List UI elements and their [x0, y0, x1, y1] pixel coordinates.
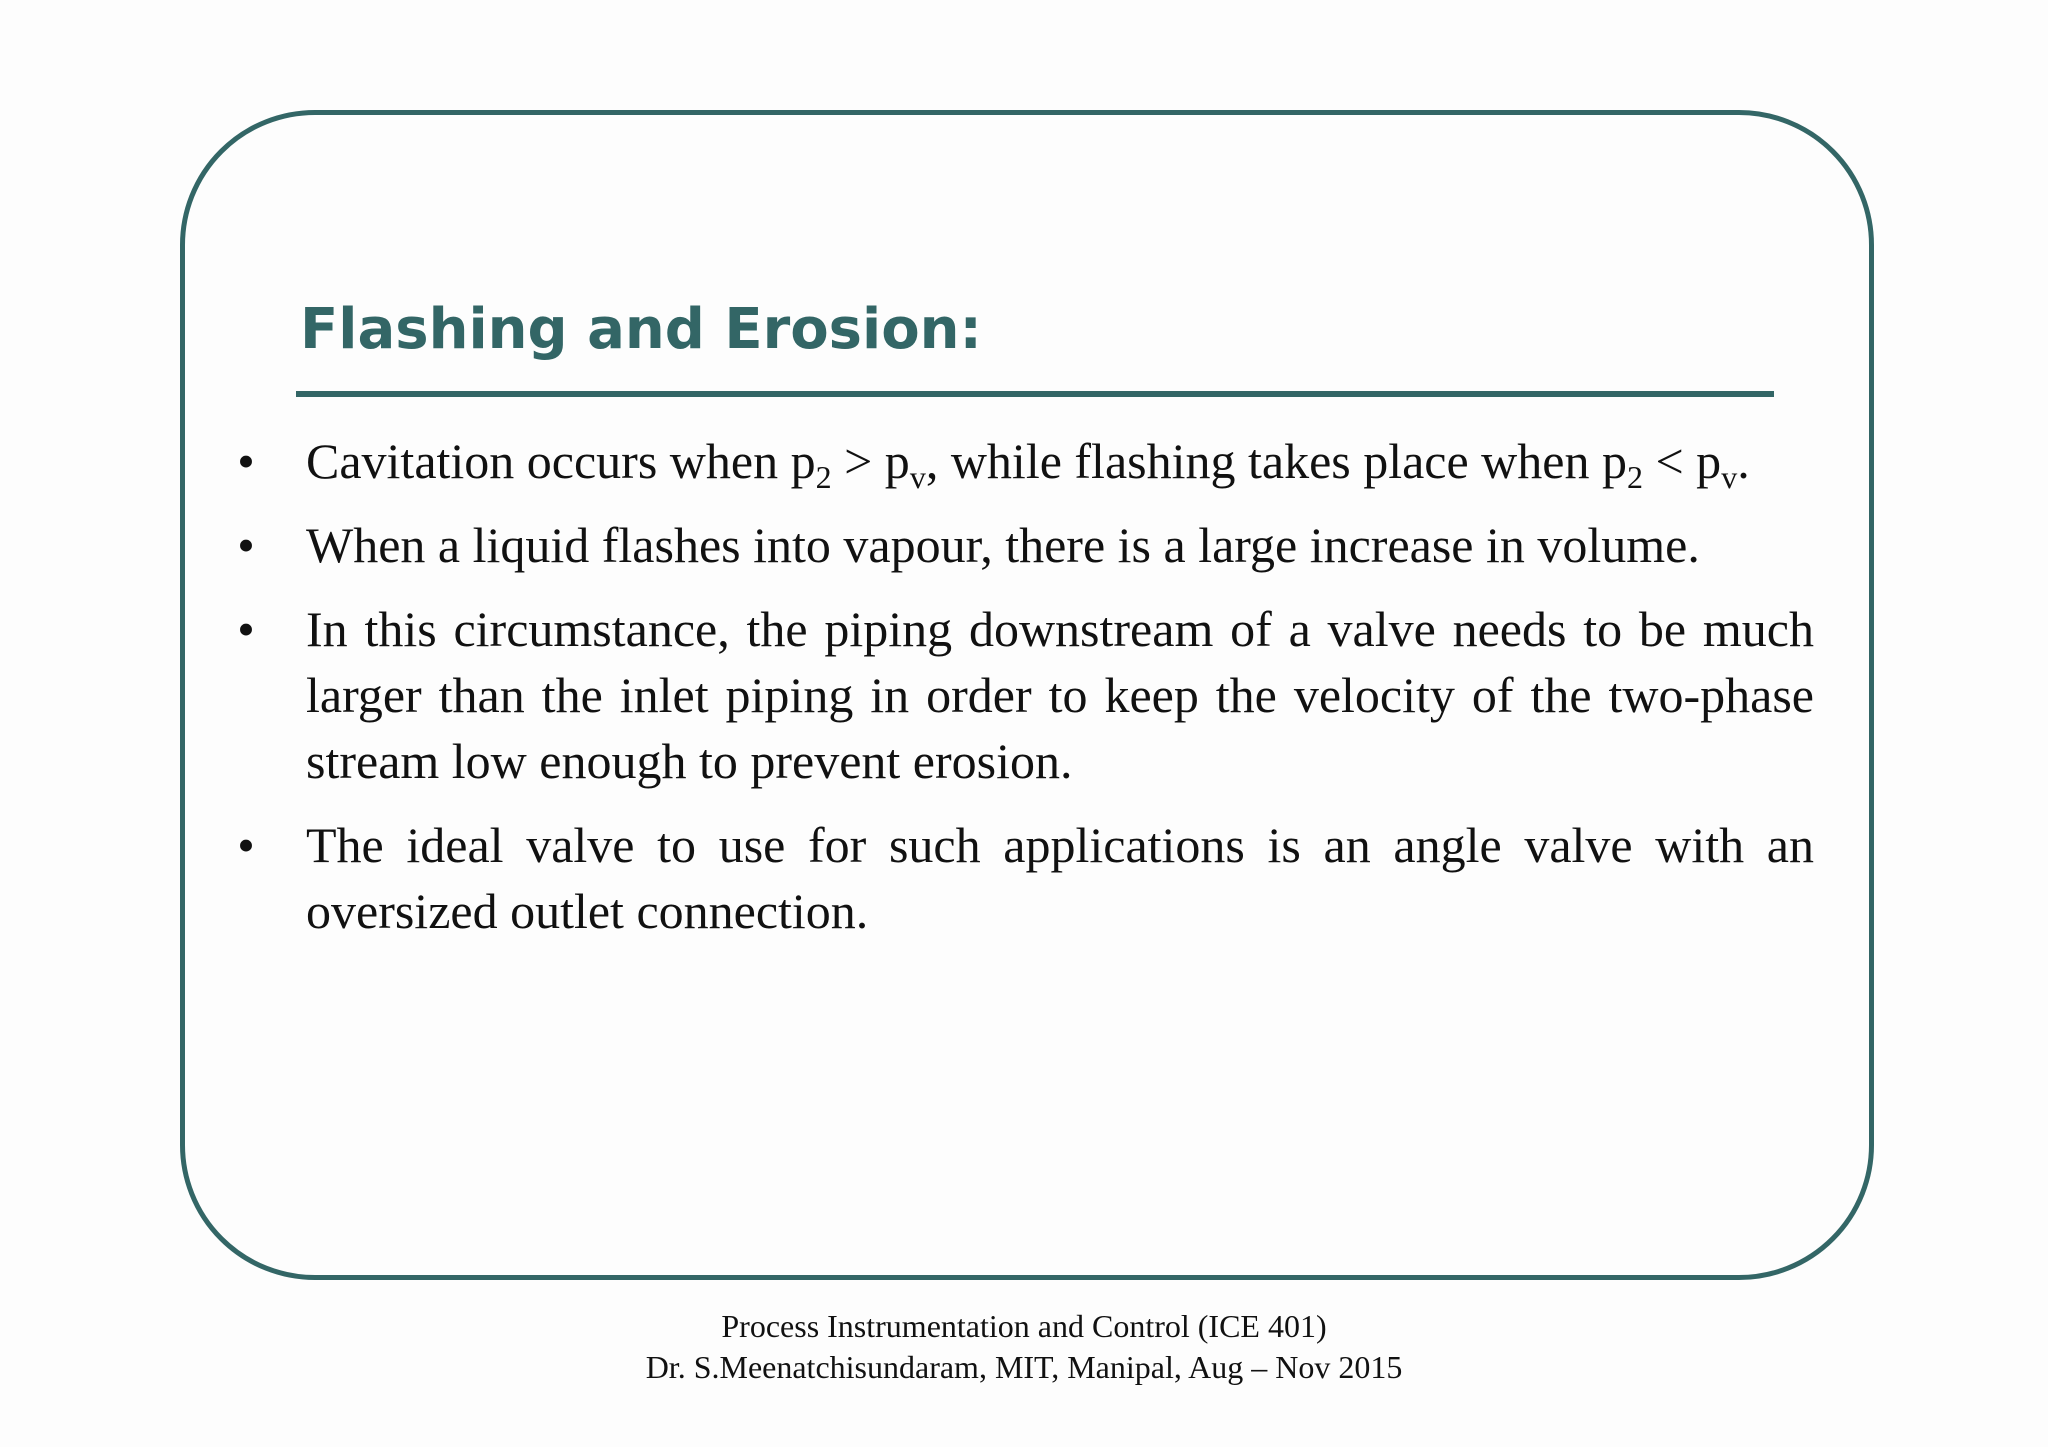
bullet-dot-icon — [236, 428, 256, 494]
subscript: v — [909, 459, 926, 495]
bullet-dot-icon — [236, 812, 256, 878]
subscript: v — [1721, 459, 1738, 495]
bullet-item-angle-valve — [236, 812, 1814, 944]
bullet-dot-icon — [236, 512, 256, 578]
bullet-text: . — [1737, 433, 1750, 489]
subscript: 2 — [1626, 459, 1643, 495]
bullet-list — [236, 428, 1814, 944]
bullet-item-cavitation — [236, 428, 1814, 494]
bullet-text: When a liquid flashes into vapour, there is a large increase in volume. — [306, 517, 1700, 573]
bullet-text: The ideal valve to use for such applications is an angle valve with an oversized outlet connection. — [306, 817, 1814, 939]
footer-author: Dr. S.Meenatchisundaram, MIT, Manipal, Aug – Nov 2015 — [645, 1349, 1403, 1385]
footer-course: Process Instrumentation and Control (ICE 401) — [721, 1308, 1327, 1344]
subscript: 2 — [815, 459, 832, 495]
bullet-dot-icon — [236, 596, 256, 662]
title-underline — [296, 391, 1774, 397]
slide-title: Flashing and Erosion: — [300, 297, 982, 362]
bullet-item-volume — [236, 512, 1814, 578]
bullet-text: In this circumstance, the piping downstream of a valve needs to be much larger than the inlet piping in order to keep the velocity of the two-phase stream low enough to prevent erosion. — [306, 601, 1814, 789]
bullet-item-piping — [236, 596, 1814, 794]
bullet-text: Cavitation occurs when p — [306, 433, 816, 489]
bullet-text: < p — [1642, 433, 1722, 489]
bullet-text: > p — [831, 433, 910, 489]
bullet-text: , while flashing takes place when p — [925, 433, 1627, 489]
